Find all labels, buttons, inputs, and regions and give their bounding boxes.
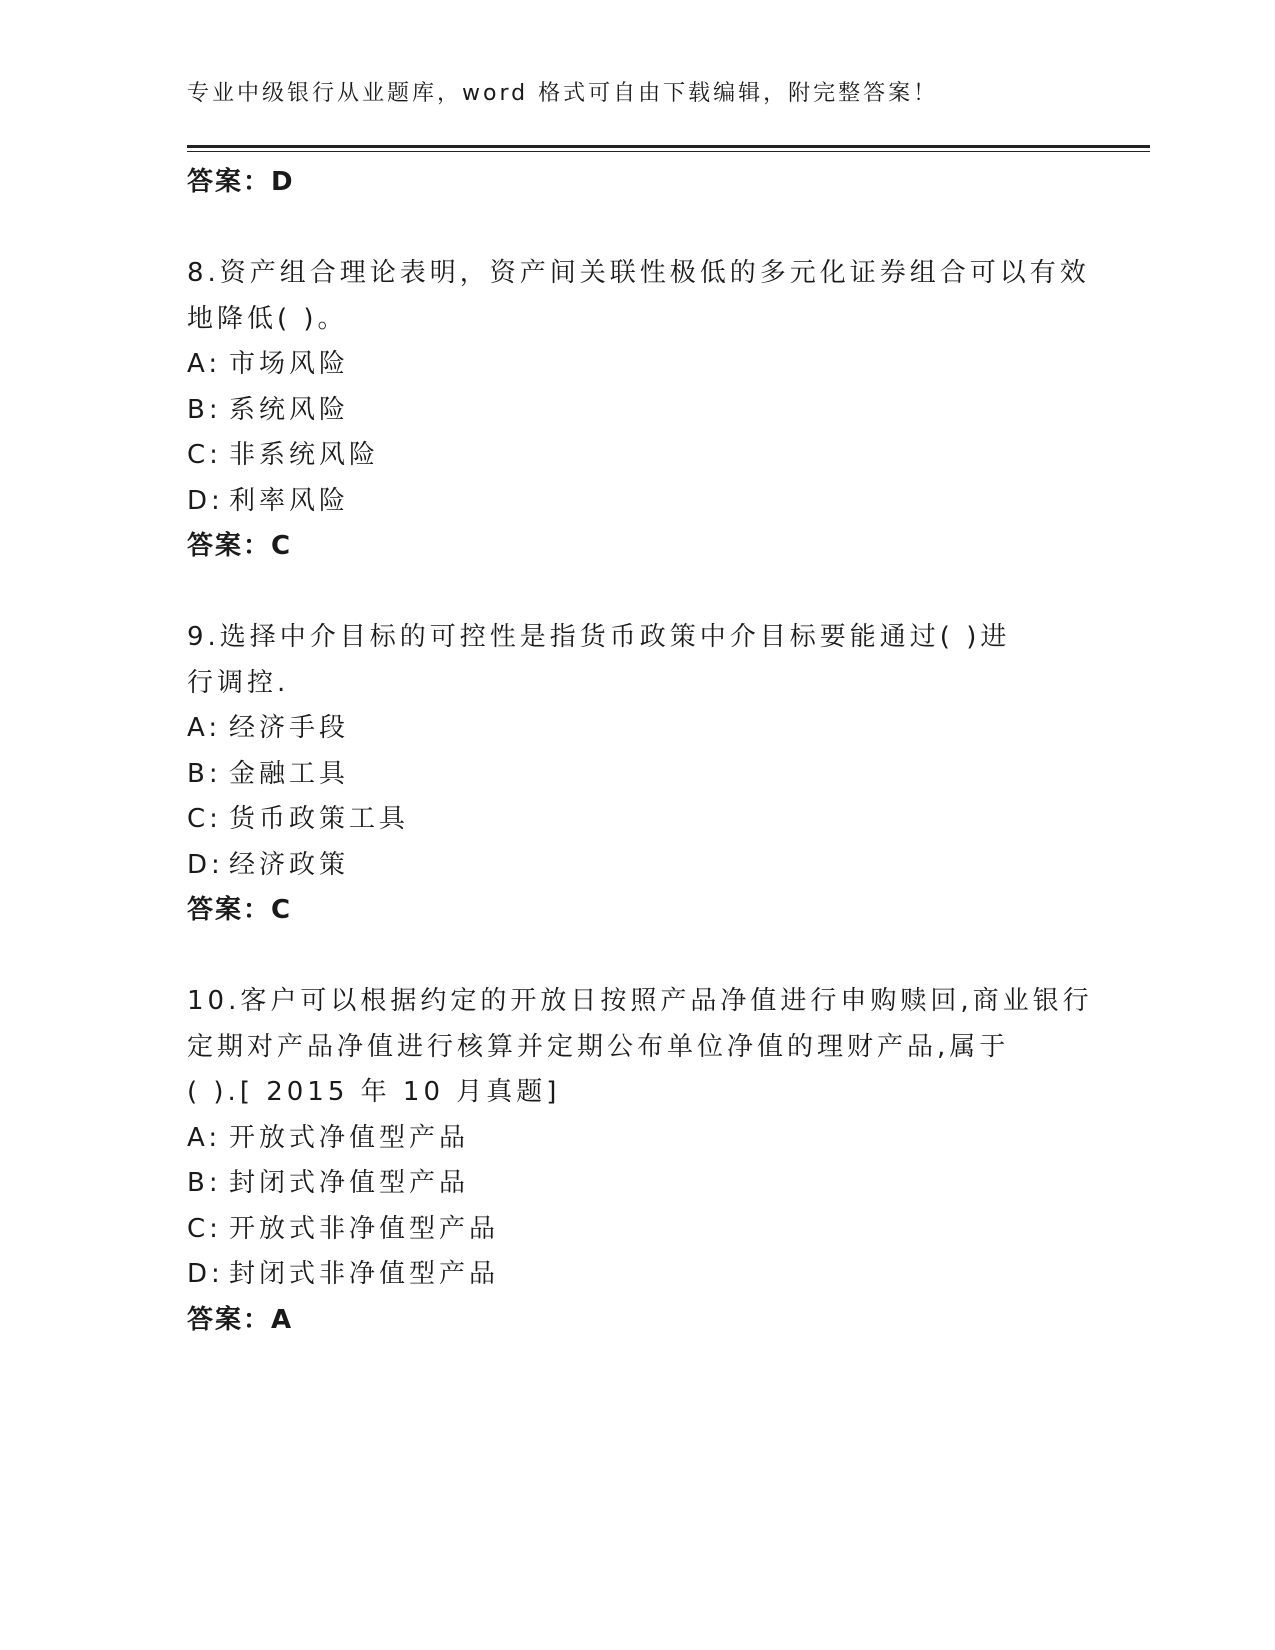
question-text-line: 9.选择中介目标的可控性是指货币政策中介目标要能通过( )进 <box>187 622 1011 652</box>
option-a <box>187 706 1057 752</box>
option-b <box>187 752 1057 798</box>
option-d <box>187 843 1057 889</box>
answer-line: 答案：C <box>187 895 293 925</box>
option-d <box>187 1252 1057 1298</box>
previous-answer: 答案：D <box>187 167 295 197</box>
option-label: B: <box>187 1168 222 1198</box>
option-text: 利率风险 <box>229 485 350 516</box>
option-text: 封闭式非净值型产品 <box>229 1259 500 1289</box>
option-a <box>187 1116 1057 1162</box>
question-text-line: 行调控. <box>187 667 290 698</box>
question-block <box>187 251 1090 570</box>
question-text-line: 8.资产组合理论表明，资产间关联性极低的多元化证券组合可以有效 <box>187 258 1090 288</box>
option-b <box>187 388 1057 434</box>
option-c <box>187 797 1057 843</box>
option-c <box>187 1207 1057 1253</box>
option-d <box>187 479 1057 525</box>
option-label: D: <box>187 849 224 880</box>
header-divider-thin <box>187 151 1150 152</box>
option-text: 封闭式净值型产品 <box>229 1168 470 1198</box>
option-label: D: <box>187 485 224 516</box>
option-label: A: <box>187 713 222 743</box>
spacer <box>187 570 1057 616</box>
option-text: 经济手段 <box>229 713 350 743</box>
question-text-line: ( ).[ 2015 年 10 月真题] <box>187 1077 561 1107</box>
option-text: 金融工具 <box>229 758 350 789</box>
question-block <box>187 979 1093 1343</box>
option-text: 经济政策 <box>229 849 350 880</box>
answer-line: 答案：C <box>187 531 293 561</box>
option-label: B: <box>187 394 222 425</box>
document-body <box>187 160 1093 1343</box>
option-label: C: <box>187 804 222 834</box>
option-a <box>187 342 1057 388</box>
option-label: A: <box>187 349 222 379</box>
option-label: D: <box>187 1259 224 1289</box>
question-text-line: 定期对产品净值进行核算并定期公布单位净值的理财产品,属于 <box>187 1031 1010 1062</box>
answer-line: 答案：A <box>187 1304 294 1335</box>
question-text-line: 10.客户可以根据约定的开放日按照产品净值进行申购赎回,商业银行 <box>187 986 1093 1016</box>
option-label: C: <box>187 440 222 470</box>
question-text-line: 地降低( )。 <box>187 303 348 334</box>
spacer <box>187 206 1057 252</box>
option-label: A: <box>187 1122 222 1153</box>
option-b <box>187 1161 1057 1207</box>
page-header: 专业中级银行从业题库，word 格式可自由下载编辑，附完整答案！ <box>187 81 939 106</box>
spacer <box>187 934 1057 980</box>
option-text: 市场风险 <box>229 349 350 379</box>
option-text: 开放式净值型产品 <box>229 1122 470 1153</box>
option-label: C: <box>187 1213 222 1244</box>
question-block <box>187 615 1057 934</box>
option-label: B: <box>187 758 222 789</box>
header-divider <box>187 145 1150 148</box>
option-text: 非系统风险 <box>229 440 380 470</box>
option-text: 系统风险 <box>229 394 350 425</box>
option-text: 货币政策工具 <box>229 804 410 834</box>
option-text: 开放式非净值型产品 <box>229 1213 500 1244</box>
option-c <box>187 433 1057 479</box>
